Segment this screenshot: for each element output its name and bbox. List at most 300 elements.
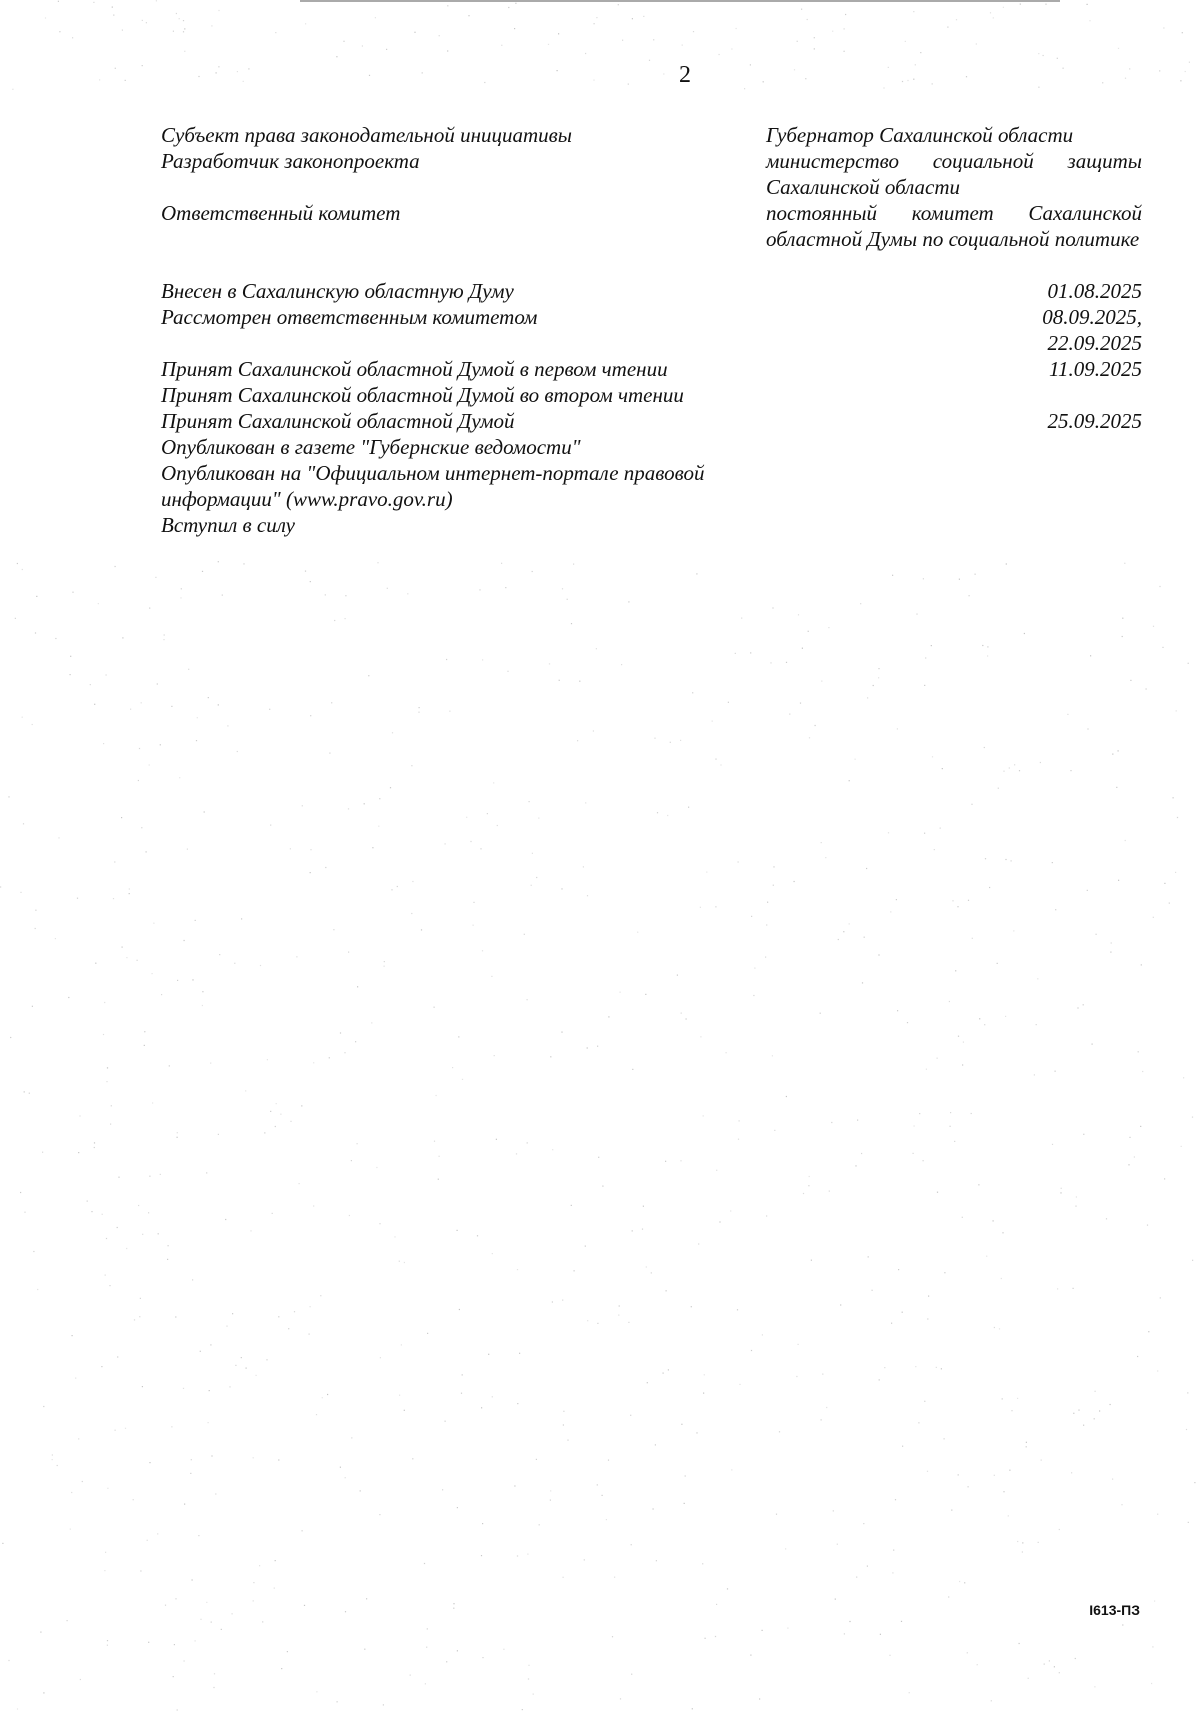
speckle bbox=[1153, 626, 1154, 627]
speckle bbox=[949, 1001, 950, 1002]
speckle bbox=[901, 1621, 902, 1622]
speckle bbox=[1146, 688, 1147, 689]
speckle bbox=[481, 1555, 482, 1556]
speckle bbox=[976, 43, 977, 44]
speckle bbox=[288, 1328, 289, 1329]
speckle bbox=[936, 1367, 937, 1368]
speckle bbox=[1140, 1126, 1141, 1127]
speckle bbox=[272, 1213, 273, 1214]
speckle bbox=[798, 1344, 799, 1345]
speckle bbox=[434, 1007, 435, 1008]
speckle bbox=[1128, 1164, 1129, 1165]
speckle bbox=[200, 1619, 201, 1620]
speckle bbox=[821, 681, 822, 682]
speckle bbox=[888, 67, 889, 68]
speckle bbox=[531, 885, 532, 886]
speckle bbox=[386, 49, 387, 50]
speckle bbox=[863, 1523, 864, 1524]
speckle bbox=[144, 1045, 145, 1046]
speckle bbox=[484, 82, 485, 83]
speckle bbox=[344, 1052, 345, 1053]
speckle bbox=[55, 638, 56, 639]
speckle bbox=[821, 842, 822, 843]
speckle bbox=[579, 681, 580, 682]
speckle bbox=[146, 22, 147, 23]
speckle bbox=[567, 1440, 568, 1441]
speckle bbox=[35, 632, 36, 633]
speckle bbox=[72, 37, 73, 38]
speckle bbox=[571, 1205, 572, 1206]
speckle bbox=[837, 1544, 838, 1545]
speckle bbox=[1182, 32, 1183, 33]
speckle bbox=[750, 652, 751, 653]
speckle bbox=[1022, 1542, 1023, 1543]
speckle bbox=[399, 1261, 400, 1262]
speckle bbox=[994, 1475, 995, 1476]
speckle bbox=[776, 1514, 777, 1515]
speckle bbox=[138, 780, 139, 781]
speckle bbox=[137, 960, 138, 961]
speckle bbox=[192, 1279, 193, 1280]
speckle bbox=[296, 956, 297, 957]
speckle bbox=[179, 777, 180, 778]
speckle bbox=[736, 28, 737, 29]
speckle bbox=[773, 866, 774, 867]
speckle bbox=[310, 872, 311, 873]
speckle bbox=[786, 1096, 787, 1097]
speckle bbox=[620, 992, 621, 993]
speckle bbox=[602, 1186, 603, 1187]
speckle bbox=[195, 1640, 196, 1641]
speckle bbox=[191, 1459, 192, 1460]
speckle bbox=[55, 938, 56, 939]
speckle bbox=[924, 833, 925, 834]
speckle bbox=[705, 1638, 706, 1639]
speckle bbox=[215, 1493, 216, 1494]
speckle bbox=[1060, 1192, 1061, 1193]
speckle bbox=[999, 1328, 1000, 1329]
speckle bbox=[237, 71, 238, 72]
speckle bbox=[198, 1535, 199, 1536]
speckle bbox=[1075, 1658, 1076, 1659]
speckle bbox=[896, 899, 897, 900]
speckle bbox=[412, 1458, 413, 1459]
speckle bbox=[138, 1205, 139, 1206]
speckle bbox=[1045, 4, 1046, 5]
first-reading-label: Принят Сахалинской областной Думой в первом чтении bbox=[161, 357, 668, 381]
speckle bbox=[927, 1471, 928, 1472]
speckle bbox=[390, 787, 391, 788]
speckle bbox=[878, 954, 879, 955]
speckle bbox=[897, 728, 898, 729]
speckle bbox=[653, 1508, 654, 1509]
speckle bbox=[856, 1577, 857, 1578]
speckle bbox=[438, 1179, 439, 1180]
speckle bbox=[122, 30, 123, 31]
speckle bbox=[924, 1401, 925, 1402]
speckle bbox=[587, 895, 588, 896]
speckle bbox=[693, 31, 694, 32]
speckle bbox=[177, 980, 178, 981]
speckle bbox=[176, 13, 177, 14]
speckle bbox=[52, 1454, 53, 1455]
speckle bbox=[867, 1566, 868, 1567]
speckle bbox=[442, 1489, 443, 1490]
speckle bbox=[762, 1334, 763, 1335]
speckle bbox=[362, 45, 363, 46]
speckle bbox=[129, 888, 130, 889]
speckle bbox=[90, 684, 91, 685]
speckle bbox=[1129, 68, 1130, 69]
speckle bbox=[411, 913, 412, 914]
speckle bbox=[482, 659, 483, 660]
speckle bbox=[614, 1577, 615, 1578]
speckle bbox=[329, 1057, 330, 1058]
speckle bbox=[130, 709, 131, 710]
speckle bbox=[950, 1126, 951, 1127]
speckle bbox=[310, 1306, 311, 1307]
submitted-date: 01.08.2025 bbox=[1047, 279, 1142, 303]
speckle bbox=[77, 898, 78, 899]
speckle bbox=[913, 11, 914, 12]
speckle bbox=[1111, 942, 1112, 943]
speckle bbox=[183, 1388, 184, 1389]
speckle bbox=[325, 867, 326, 868]
speckle bbox=[142, 65, 143, 66]
speckle bbox=[956, 19, 957, 20]
speckle bbox=[536, 877, 537, 878]
speckle bbox=[72, 592, 73, 593]
speckle bbox=[1183, 1077, 1184, 1078]
speckle bbox=[855, 1165, 856, 1166]
speckle bbox=[348, 952, 349, 953]
speckle bbox=[155, 577, 156, 578]
speckle bbox=[445, 1421, 446, 1422]
speckle bbox=[281, 1668, 282, 1669]
speckle bbox=[849, 1621, 850, 1622]
speckle bbox=[1078, 1410, 1079, 1411]
speckle bbox=[849, 923, 850, 924]
speckle bbox=[157, 1533, 158, 1534]
speckle bbox=[909, 1692, 910, 1693]
speckle bbox=[142, 20, 143, 21]
speckle bbox=[958, 1036, 959, 1037]
speckle bbox=[656, 1560, 657, 1561]
speckle bbox=[142, 1234, 143, 1235]
speckle bbox=[1122, 636, 1123, 637]
speckle bbox=[593, 80, 594, 81]
speckle bbox=[594, 23, 595, 24]
speckle bbox=[528, 1678, 529, 1679]
speckle bbox=[192, 979, 193, 980]
published-portal-label-line1: Опубликован на "Официальном интернет-портале правовой bbox=[161, 461, 705, 485]
speckle bbox=[655, 1444, 656, 1445]
speckle bbox=[844, 28, 845, 29]
speckle bbox=[333, 929, 334, 930]
speckle bbox=[235, 1365, 236, 1366]
speckle bbox=[1083, 1004, 1084, 1005]
speckle bbox=[177, 1709, 178, 1710]
speckle bbox=[173, 31, 174, 32]
speckle bbox=[270, 1111, 271, 1112]
speckle bbox=[622, 40, 623, 41]
speckle bbox=[492, 1396, 493, 1397]
speckle bbox=[932, 756, 933, 757]
speckle bbox=[118, 1177, 119, 1178]
speckle bbox=[470, 841, 471, 842]
speckle bbox=[593, 730, 594, 731]
speckle bbox=[954, 1141, 955, 1142]
speckle bbox=[919, 1113, 920, 1114]
speckle bbox=[1187, 1392, 1188, 1393]
speckle bbox=[58, 1, 59, 2]
speckle bbox=[596, 648, 597, 649]
speckle bbox=[1110, 952, 1111, 953]
speckle bbox=[206, 1602, 207, 1603]
speckle bbox=[1162, 647, 1163, 648]
speckle bbox=[355, 1041, 356, 1042]
speckle bbox=[253, 1600, 254, 1601]
speckle bbox=[468, 15, 469, 16]
speckle bbox=[70, 1529, 71, 1530]
speckle bbox=[70, 674, 71, 675]
speckle bbox=[1163, 27, 1164, 28]
speckle bbox=[808, 631, 809, 632]
speckle bbox=[766, 1215, 767, 1216]
speckle bbox=[82, 1481, 83, 1482]
speckle bbox=[43, 1406, 44, 1407]
speckle bbox=[879, 1379, 880, 1380]
speckle bbox=[200, 1351, 201, 1352]
speckle bbox=[2, 1543, 3, 1544]
published-newspaper-label: Опубликован в газете "Губернские ведомости" bbox=[161, 435, 581, 459]
speckle bbox=[229, 1386, 230, 1387]
speckle bbox=[794, 69, 795, 70]
speckle bbox=[730, 1210, 731, 1211]
speckle bbox=[505, 587, 506, 588]
speckle bbox=[855, 759, 856, 760]
speckle bbox=[619, 1305, 620, 1306]
speckle bbox=[183, 20, 184, 21]
speckle bbox=[1142, 1071, 1143, 1072]
speckle bbox=[310, 715, 311, 716]
speckle bbox=[532, 571, 533, 572]
speckle bbox=[971, 1113, 972, 1114]
speckle bbox=[218, 66, 219, 67]
speckle bbox=[1052, 862, 1053, 863]
speckle bbox=[290, 848, 291, 849]
speckle bbox=[1013, 930, 1014, 931]
speckle bbox=[349, 1215, 350, 1216]
speckle bbox=[750, 64, 751, 65]
speckle bbox=[1026, 1442, 1027, 1443]
speckle bbox=[942, 768, 943, 769]
speckle bbox=[1102, 82, 1103, 83]
speckle bbox=[688, 807, 689, 808]
speckle bbox=[32, 724, 33, 725]
speckle bbox=[670, 742, 671, 743]
speckle bbox=[33, 1251, 34, 1252]
speckle bbox=[773, 885, 774, 886]
speckle bbox=[357, 986, 358, 987]
speckle bbox=[647, 1382, 648, 1383]
speckle bbox=[479, 589, 480, 590]
speckle bbox=[696, 1432, 697, 1433]
speckle bbox=[102, 1214, 103, 1215]
speckle bbox=[631, 1674, 632, 1675]
speckle bbox=[401, 1344, 402, 1345]
speckle bbox=[926, 1069, 927, 1070]
speckle bbox=[1009, 767, 1010, 768]
speckle bbox=[210, 1063, 211, 1064]
speckle bbox=[103, 743, 104, 744]
speckle bbox=[574, 1270, 575, 1271]
speckle bbox=[245, 1090, 246, 1091]
speckle bbox=[345, 1477, 346, 1478]
speckle bbox=[427, 1628, 428, 1629]
speckle bbox=[892, 575, 893, 576]
speckle bbox=[8, 796, 9, 797]
speckle bbox=[814, 48, 815, 49]
speckle bbox=[98, 603, 99, 604]
speckle bbox=[1055, 909, 1056, 910]
speckle bbox=[738, 861, 739, 862]
speckle bbox=[165, 1605, 166, 1606]
speckle bbox=[241, 1357, 242, 1358]
speckle bbox=[1003, 1491, 1004, 1492]
speckle bbox=[149, 608, 150, 609]
speckle bbox=[8, 1660, 9, 1661]
speckle bbox=[606, 1519, 607, 1520]
speckle bbox=[1129, 1137, 1130, 1138]
speckle bbox=[1043, 55, 1044, 56]
speckle bbox=[971, 804, 972, 805]
developer-value: министерство социальной защиты Сахалинской области bbox=[766, 149, 1142, 199]
speckle bbox=[264, 1132, 265, 1133]
speckle bbox=[78, 1438, 79, 1439]
speckle bbox=[177, 1132, 178, 1133]
speckle bbox=[751, 916, 752, 917]
speckle bbox=[139, 748, 140, 749]
speckle bbox=[43, 1692, 44, 1693]
speckle bbox=[1059, 1529, 1060, 1530]
speckle bbox=[122, 947, 123, 948]
speckle bbox=[1116, 787, 1117, 788]
speckle bbox=[501, 563, 502, 564]
speckle bbox=[302, 1530, 303, 1531]
speckle bbox=[379, 798, 380, 799]
speckle bbox=[1061, 1188, 1062, 1189]
speckle bbox=[1017, 1541, 1018, 1542]
speckle bbox=[1118, 750, 1119, 751]
speckle bbox=[731, 48, 732, 49]
speckle bbox=[481, 1407, 482, 1408]
speckle bbox=[1038, 1542, 1039, 1543]
speckle bbox=[997, 963, 998, 964]
speckle bbox=[211, 1455, 212, 1456]
speckle bbox=[902, 1312, 903, 1313]
speckle bbox=[549, 663, 550, 664]
speckle bbox=[340, 1032, 341, 1033]
speckle bbox=[250, 1230, 251, 1231]
speckle bbox=[225, 1219, 226, 1220]
speckle bbox=[384, 966, 385, 967]
speckle bbox=[584, 1559, 585, 1560]
speckle bbox=[1152, 1646, 1153, 1647]
speckle bbox=[923, 1160, 924, 1161]
speckle bbox=[630, 1415, 631, 1416]
speckle bbox=[410, 1675, 411, 1676]
speckle bbox=[562, 1300, 563, 1301]
speckle bbox=[972, 938, 973, 939]
speckle bbox=[1180, 80, 1181, 81]
speckle bbox=[368, 675, 369, 676]
speckle bbox=[459, 1309, 460, 1310]
speckle bbox=[825, 857, 826, 858]
speckle bbox=[58, 837, 59, 838]
speckle bbox=[184, 1504, 185, 1505]
speckle bbox=[397, 886, 398, 887]
speckle bbox=[801, 9, 802, 10]
speckle bbox=[117, 1227, 118, 1228]
speckle bbox=[111, 1105, 112, 1106]
speckle bbox=[866, 868, 867, 869]
speckle bbox=[653, 39, 654, 40]
speckle bbox=[563, 1411, 564, 1412]
speckle bbox=[269, 709, 270, 710]
speckle bbox=[786, 662, 787, 663]
speckle bbox=[372, 847, 373, 848]
speckle bbox=[1073, 1413, 1074, 1414]
speckle bbox=[1028, 1678, 1029, 1679]
speckle bbox=[925, 657, 926, 658]
speckle bbox=[494, 1055, 495, 1056]
speckle bbox=[91, 1211, 92, 1212]
speckle bbox=[809, 737, 810, 738]
speckle bbox=[1160, 1297, 1161, 1298]
speckle bbox=[1122, 618, 1123, 619]
speckle bbox=[532, 853, 533, 854]
speckle bbox=[75, 1378, 76, 1379]
speckle bbox=[507, 671, 508, 672]
speckle bbox=[221, 1629, 222, 1630]
speckle bbox=[457, 1507, 458, 1508]
speckle bbox=[364, 1649, 365, 1650]
speckle bbox=[703, 1393, 704, 1394]
speckle bbox=[931, 645, 932, 646]
speckle bbox=[366, 1598, 367, 1599]
reviewed-date-2: 22.09.2025 bbox=[1047, 331, 1142, 355]
speckle bbox=[1070, 770, 1071, 771]
speckle bbox=[539, 1524, 540, 1525]
speckle bbox=[1087, 728, 1088, 729]
speckle bbox=[42, 1152, 43, 1153]
speckle bbox=[1118, 48, 1119, 49]
speckle bbox=[20, 1192, 21, 1193]
speckle bbox=[94, 1142, 95, 1143]
speckle bbox=[924, 685, 925, 686]
speckle bbox=[369, 75, 370, 76]
speckle bbox=[458, 1036, 459, 1037]
speckle bbox=[351, 1437, 352, 1438]
speckle bbox=[735, 653, 736, 654]
speckle bbox=[1071, 1472, 1072, 1473]
speckle bbox=[218, 10, 219, 11]
speckle bbox=[71, 1492, 72, 1493]
speckle bbox=[234, 963, 235, 964]
speckle bbox=[457, 1230, 458, 1231]
speckle bbox=[977, 1664, 978, 1665]
